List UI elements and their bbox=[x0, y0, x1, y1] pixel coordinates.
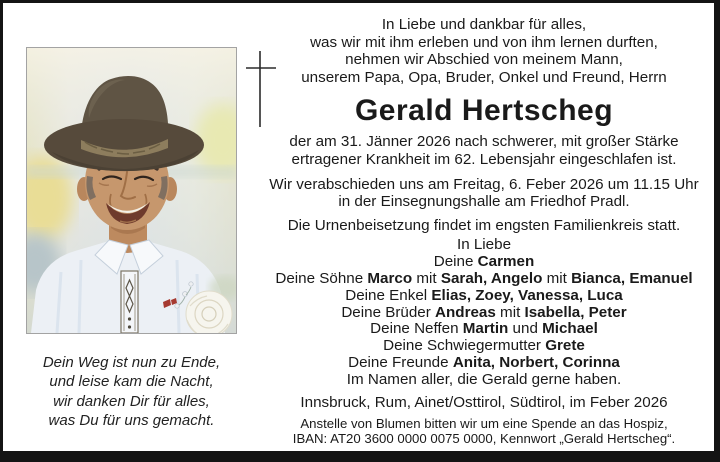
poem-line: und leise kam die Nacht, bbox=[49, 373, 214, 391]
mourners-line: Deine Neffen Martin und Michael bbox=[370, 320, 598, 338]
mourners-list bbox=[251, 237, 717, 388]
mourners-line: Deine Brüder Andreas mit Isabella, Peter bbox=[341, 303, 627, 321]
notice-text-column bbox=[251, 16, 717, 447]
donation-paragraph bbox=[251, 416, 717, 446]
poem-line: was Du für uns gemacht. bbox=[48, 412, 215, 430]
urn-paragraph bbox=[251, 217, 717, 235]
intro-paragraph bbox=[251, 16, 717, 86]
mourners-line: Deine Carmen bbox=[433, 253, 535, 271]
farewell-line: in der Einsegnungshalle am Friedhof Pradl. bbox=[338, 193, 630, 211]
place-date-paragraph bbox=[251, 394, 717, 412]
mourners-line: Deine Schwiegermutter Grete bbox=[383, 337, 585, 355]
place-date-line: Innsbruck, Rum, Ainet/Osttirol, Südtirol, im Feber 2026 bbox=[300, 393, 668, 411]
poem-line: Dein Weg ist nun zu Ende, bbox=[42, 354, 221, 371]
portrait-photo-illustration bbox=[27, 48, 236, 333]
mourners-line: Deine Söhne Marco mit Sarah, Angelo mit Bianca, Emanuel bbox=[275, 269, 693, 287]
obituary-line: der am 31. Jänner 2026 nach schwerer, mit großer Stärke bbox=[289, 133, 679, 151]
intro-line: nehmen wir Abschied von meinem Mann, bbox=[345, 51, 623, 69]
farewell-line: Wir verabschieden uns am Freitag, 6. Feber 2026 um 11.15 Uhr bbox=[269, 175, 699, 193]
donation-iban-line: IBAN: AT20 3600 0000 0075 0000, Kennwort „Gerald Hertscheg“. bbox=[292, 431, 676, 447]
poem-line: wir danken Dir für alles, bbox=[53, 392, 210, 410]
intro-line: unserem Papa, Opa, Bruder, Onkel und Freund, Herrn bbox=[301, 68, 667, 86]
mourners-line: In Liebe bbox=[456, 236, 512, 254]
mourners-line: Im Namen aller, die Gerald gerne haben. bbox=[346, 370, 622, 388]
urn-line: Die Urnenbeisetzung findet im engsten Familienkreis statt. bbox=[287, 216, 681, 234]
portrait-photo bbox=[26, 47, 237, 334]
obituary-line: ertragener Krankheit im 62. Lebensjahr eingeschlafen ist. bbox=[291, 150, 677, 168]
intro-line: was wir mit ihm erleben und von ihm lernen durften, bbox=[310, 33, 658, 51]
donation-line: Anstelle von Blumen bitten wir um eine Spende an das Hospiz, bbox=[300, 416, 668, 432]
obituary-paragraph bbox=[251, 133, 717, 168]
farewell-paragraph bbox=[251, 176, 717, 211]
mourners-line: Deine Enkel Elias, Zoey, Vanessa, Luca bbox=[345, 286, 623, 304]
farewell-poem bbox=[26, 353, 237, 431]
deceased-name: Gerald Hertscheg bbox=[354, 94, 614, 128]
intro-line: In Liebe und dankbar für alles, bbox=[381, 16, 587, 33]
mourners-line: Deine Freunde Anita, Norbert, Corinna bbox=[348, 353, 620, 371]
